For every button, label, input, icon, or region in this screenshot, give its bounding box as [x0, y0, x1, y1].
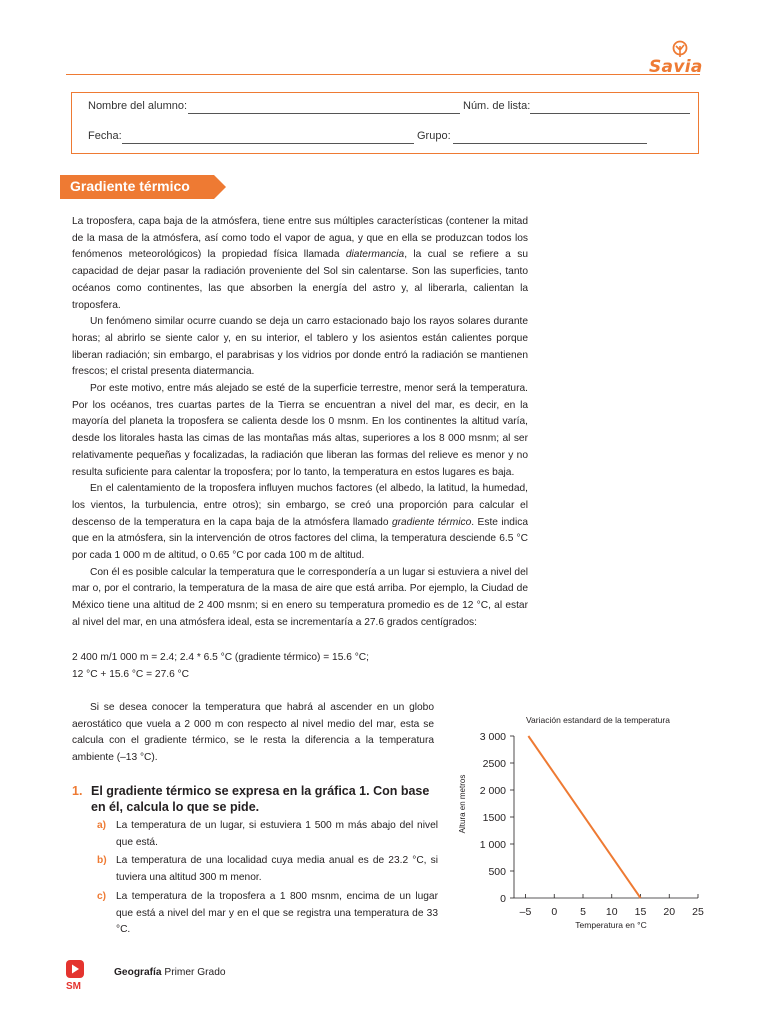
paragraph-4: En el calentamiento de la troposfera influyen muchos factores (el albedo, la latitud, la humedad, los vientos, la turbulencia, entre otros); sin embargo, se creó una proporción para calcular el descenso de la temperatura en la capa baja de la atmósfera llamado gradiente térmico. Este indica que en la atmósfera, sin la intervención de otros factores del clima, la temperatura desciende 6.5 °C por cada 1 000 m de altitud, o 0.65 °C por cada 100 m de altitud.	[72, 483, 528, 562]
footer-course	[114, 967, 226, 978]
question-item-b	[72, 853, 438, 886]
header-rule	[66, 74, 700, 75]
footer	[66, 960, 366, 994]
section-title: Gradiente térmico	[70, 178, 190, 194]
chart-y-tick-label: 0	[500, 893, 506, 905]
group-field[interactable]	[453, 143, 647, 144]
paragraph-1: La troposfera, capa baja de la atmósfera, tiene entre sus múltiples características (contener la mitad de la masa de la atmósfera, así como todo el vapor de agua, y que en ella se produzcan todos los fenómenos meteorológicos) la propiedad física llamada diatermancia, la cual se refiere a su capacidad de dejar pasar la radiación proveniente del Sol sin calentarse. Son las superficies, tanto océanos como continentes, las que absorben la energía del astro y, al liberarla, calientan la troposfera.	[72, 216, 528, 311]
question-item-a	[72, 818, 438, 851]
sm-logo-text: SM	[66, 981, 81, 992]
main-text	[72, 214, 528, 632]
student-name-label: Nombre del alumno:	[88, 100, 188, 112]
savia-logo	[646, 40, 702, 80]
chart-y-tick-label: 1 000	[479, 839, 506, 851]
question-items	[72, 818, 438, 939]
chart-svg	[452, 706, 712, 936]
date-label: Fecha:	[88, 130, 122, 142]
chart-y-tick-label: 2 000	[479, 785, 506, 797]
list-number-label: Núm. de lista:	[463, 100, 531, 112]
chart-y-tick-label: 2500	[482, 758, 506, 770]
calculation-line-1: 2 400 m/1 000 m = 2.4; 2.4 * 6.5 °C (gradiente térmico) = 15.6 °C;	[72, 652, 369, 663]
paragraph-6: Si se desea conocer la temperatura que habrá al ascender en un globo aerostático que vuela a 2 000 m con respecto al nivel medio del mar, esta se calcula con el gradiente térmico, se le resta la diferencia a la temperatura ambiente (–13 °C).	[72, 702, 434, 764]
chart-x-tick-label: –5	[519, 906, 532, 918]
question-text: El gradiente térmico se expresa en la gráfica 1. Con base en él, calcula lo que se pide.	[91, 784, 430, 814]
item-letter: a)	[97, 820, 107, 831]
info-row-date	[88, 130, 688, 146]
chart-y-tick-label: 1500	[482, 812, 506, 824]
chart-x-tick-label: 0	[551, 906, 558, 918]
list-number-field[interactable]	[530, 113, 690, 114]
chart-title: Variación estandard de la temperatura	[526, 715, 670, 725]
question-heading	[72, 783, 438, 815]
temperature-gradient-chart	[452, 706, 712, 936]
chart-y-axis-label: Altura en metros	[458, 774, 467, 834]
footer-subject: Geografía	[114, 967, 162, 978]
paragraph-3: Por este motivo, entre más alejado se esté de la superficie terrestre, menor será la temperatura. Por los océanos, tres cuartas partes de la Tierra se encuentran a nivel del mar, es decir, en la mayoría del planeta la troposfera se calienta desde los 0 msnm. En los continentes la altitud varía, desde los litorales hasta las cimas de las montañas más altas, superiores a los 8 000 msnm; al ser relativamente pequeñas y focalizadas, la radiación que liberan las formas del relieve es menor y no resulta suficiente para calentar la troposfera; por lo tanto, la temperatura en estos lugares es baja.	[72, 383, 528, 478]
item-letter: b)	[97, 855, 107, 867]
item-text: La temperatura de un lugar, si estuviera 1 500 m más abajo del nivel que está.	[116, 820, 438, 848]
footer-grade: Primer Grado	[164, 967, 226, 978]
student-name-field[interactable]	[188, 113, 460, 114]
item-text: La temperatura de la troposfera a 1 800 msnm, encima de un lugar que está a nivel del mar y en el que se registra una temperatura de 33 °C.	[116, 890, 438, 936]
calculation-example	[72, 650, 369, 683]
chart-y-tick-label: 3 000	[479, 731, 506, 743]
item-letter: c)	[97, 890, 107, 902]
info-row-name	[88, 100, 688, 116]
sm-logo-icon	[66, 960, 88, 992]
chart-x-axis-label: Temperatura en °C	[575, 920, 647, 930]
question-item-c	[72, 889, 438, 939]
item-text: La temperatura de una localidad cuya media anual es de 23.2 °C, si tuviera una altitud 300 m menor.	[116, 855, 438, 884]
chart-x-tick-label: 20	[663, 906, 676, 918]
group-label: Grupo:	[417, 130, 451, 142]
brand-name: Savia	[649, 57, 703, 77]
section-heading	[60, 175, 226, 199]
chart-x-tick-label: 25	[692, 906, 704, 918]
question-1	[72, 783, 438, 941]
chart-x-tick-label: 15	[634, 906, 647, 918]
chart-x-tick-label: 5	[580, 906, 586, 918]
date-field[interactable]	[122, 143, 414, 144]
student-info-box	[71, 92, 699, 154]
paragraph-5: Con él es posible calcular la temperatura que le correspondería a un lugar si estuviera a nivel del mar o, por el contrario, la temperatura de la masa de aire que está arriba. Por ejemplo, la Ciudad de México tiene una altitud de 2 400 msnm; si en enero su temperatura promedio es de 12 °C, al estar al nivel del mar, en una atmósfera ideal, esta se incrementaría a 27.6 grados centígrados:	[72, 566, 528, 628]
chart-series-line	[528, 736, 640, 898]
chart-x-tick-label: 10	[605, 906, 618, 918]
calculation-line-2: 12 °C + 15.6 °C = 27.6 °C	[72, 668, 189, 680]
paragraph-2: Un fenómeno similar ocurre cuando se deja un carro estacionado bajo los rayos solares durante horas; al abrirlo se siente calor y, en su interior, el tablero y los asientos están calientes porque liberan radiación; sin embargo, el parabrisas y los vidrios por donde entró la radiación se mantienen frescos; el cristal presenta diatermancia.	[72, 316, 528, 378]
chart-y-tick-label: 500	[488, 866, 506, 878]
question-number: 1.	[72, 784, 83, 798]
